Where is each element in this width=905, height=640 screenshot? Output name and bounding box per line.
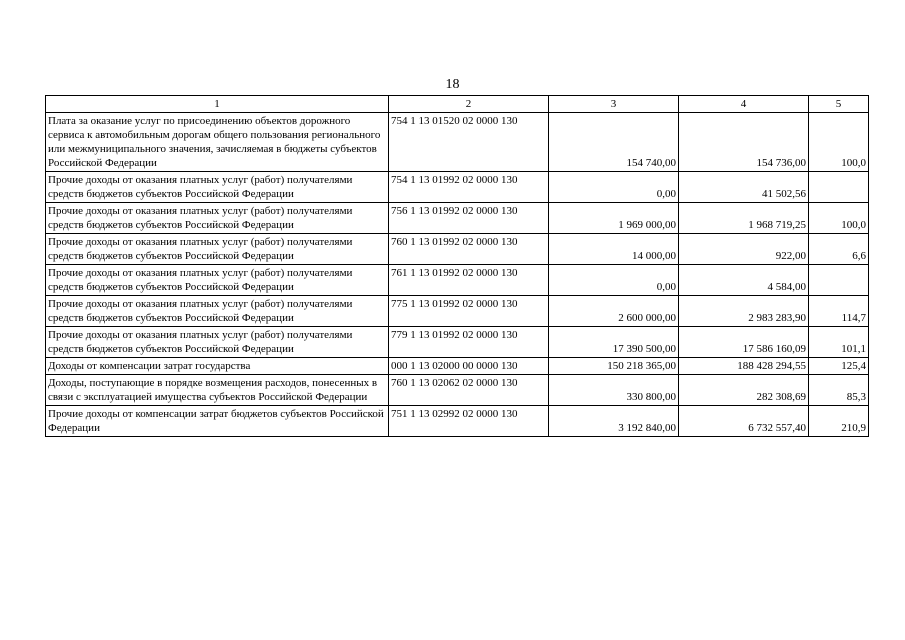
revenue-table [45,95,869,437]
table-row [46,358,869,375]
revenue-name: Прочие доходы от оказания платных услуг (работ) получателями средств бюджетов субъектов Российской Федерации [46,172,389,203]
budget-code: 775 1 13 01992 02 0000 130 [389,296,549,327]
planned-amount: 14 000,00 [549,234,679,265]
table-row [46,375,869,406]
planned-amount: 2 600 000,00 [549,296,679,327]
budget-code: 760 1 13 01992 02 0000 130 [389,234,549,265]
budget-code: 779 1 13 01992 02 0000 130 [389,327,549,358]
execution-percent: 114,7 [809,296,869,327]
table-row [46,406,869,437]
actual-amount: 4 584,00 [679,265,809,296]
execution-percent [809,265,869,296]
actual-amount: 2 983 283,90 [679,296,809,327]
actual-amount: 6 732 557,40 [679,406,809,437]
revenue-name: Прочие доходы от оказания платных услуг (работ) получателями средств бюджетов субъектов Российской Федерации [46,296,389,327]
actual-amount: 188 428 294,55 [679,358,809,375]
table-row [46,327,869,358]
execution-percent: 100,0 [809,203,869,234]
execution-percent: 125,4 [809,358,869,375]
planned-amount: 17 390 500,00 [549,327,679,358]
planned-amount: 330 800,00 [549,375,679,406]
planned-amount: 150 218 365,00 [549,358,679,375]
revenue-name: Прочие доходы от компенсации затрат бюджетов субъектов Российской Федерации [46,406,389,437]
page-number: 18 [445,77,460,92]
column-header-4: 4 [679,96,809,113]
planned-amount: 1 969 000,00 [549,203,679,234]
actual-amount: 41 502,56 [679,172,809,203]
execution-percent: 101,1 [809,327,869,358]
budget-code: 754 1 13 01992 02 0000 130 [389,172,549,203]
budget-code: 756 1 13 01992 02 0000 130 [389,203,549,234]
table-row [46,296,869,327]
table-row [46,172,869,203]
execution-percent: 6,6 [809,234,869,265]
column-header-3: 3 [549,96,679,113]
execution-percent [809,172,869,203]
table-row [46,234,869,265]
revenue-name: Прочие доходы от оказания платных услуг (работ) получателями средств бюджетов субъектов Российской Федерации [46,234,389,265]
actual-amount: 282 308,69 [679,375,809,406]
budget-code: 760 1 13 02062 02 0000 130 [389,375,549,406]
revenue-name: Плата за оказание услуг по присоединению объектов дорожного сервиса к автомобильным дорогам общего пользования регионального или межмуниципального значения, зачисляемая в бюджеты субъектов Российской Федерации [46,113,389,172]
table-header-row [46,96,869,113]
table-row [46,265,869,296]
planned-amount: 154 740,00 [549,113,679,172]
table-row [46,113,869,172]
actual-amount: 922,00 [679,234,809,265]
actual-amount: 154 736,00 [679,113,809,172]
revenue-name: Прочие доходы от оказания платных услуг (работ) получателями средств бюджетов субъектов Российской Федерации [46,265,389,296]
planned-amount: 0,00 [549,265,679,296]
column-header-5: 5 [809,96,869,113]
actual-amount: 17 586 160,09 [679,327,809,358]
revenue-name: Доходы, поступающие в порядке возмещения расходов, понесенных в связи с эксплуатацией имущества субъектов Российской Федерации [46,375,389,406]
budget-code: 754 1 13 01520 02 0000 130 [389,113,549,172]
execution-percent: 85,3 [809,375,869,406]
revenue-name: Прочие доходы от оказания платных услуг (работ) получателями средств бюджетов субъектов Российской Федерации [46,203,389,234]
table-row [46,203,869,234]
budget-code: 761 1 13 01992 02 0000 130 [389,265,549,296]
actual-amount: 1 968 719,25 [679,203,809,234]
revenue-name: Прочие доходы от оказания платных услуг (работ) получателями средств бюджетов субъектов Российской Федерации [46,327,389,358]
planned-amount: 0,00 [549,172,679,203]
execution-percent: 210,9 [809,406,869,437]
budget-code: 000 1 13 02000 00 0000 130 [389,358,549,375]
revenue-name: Доходы от компенсации затрат государства [46,358,389,375]
column-header-1: 1 [46,96,389,113]
column-header-2: 2 [389,96,549,113]
execution-percent: 100,0 [809,113,869,172]
planned-amount: 3 192 840,00 [549,406,679,437]
budget-code: 751 1 13 02992 02 0000 130 [389,406,549,437]
